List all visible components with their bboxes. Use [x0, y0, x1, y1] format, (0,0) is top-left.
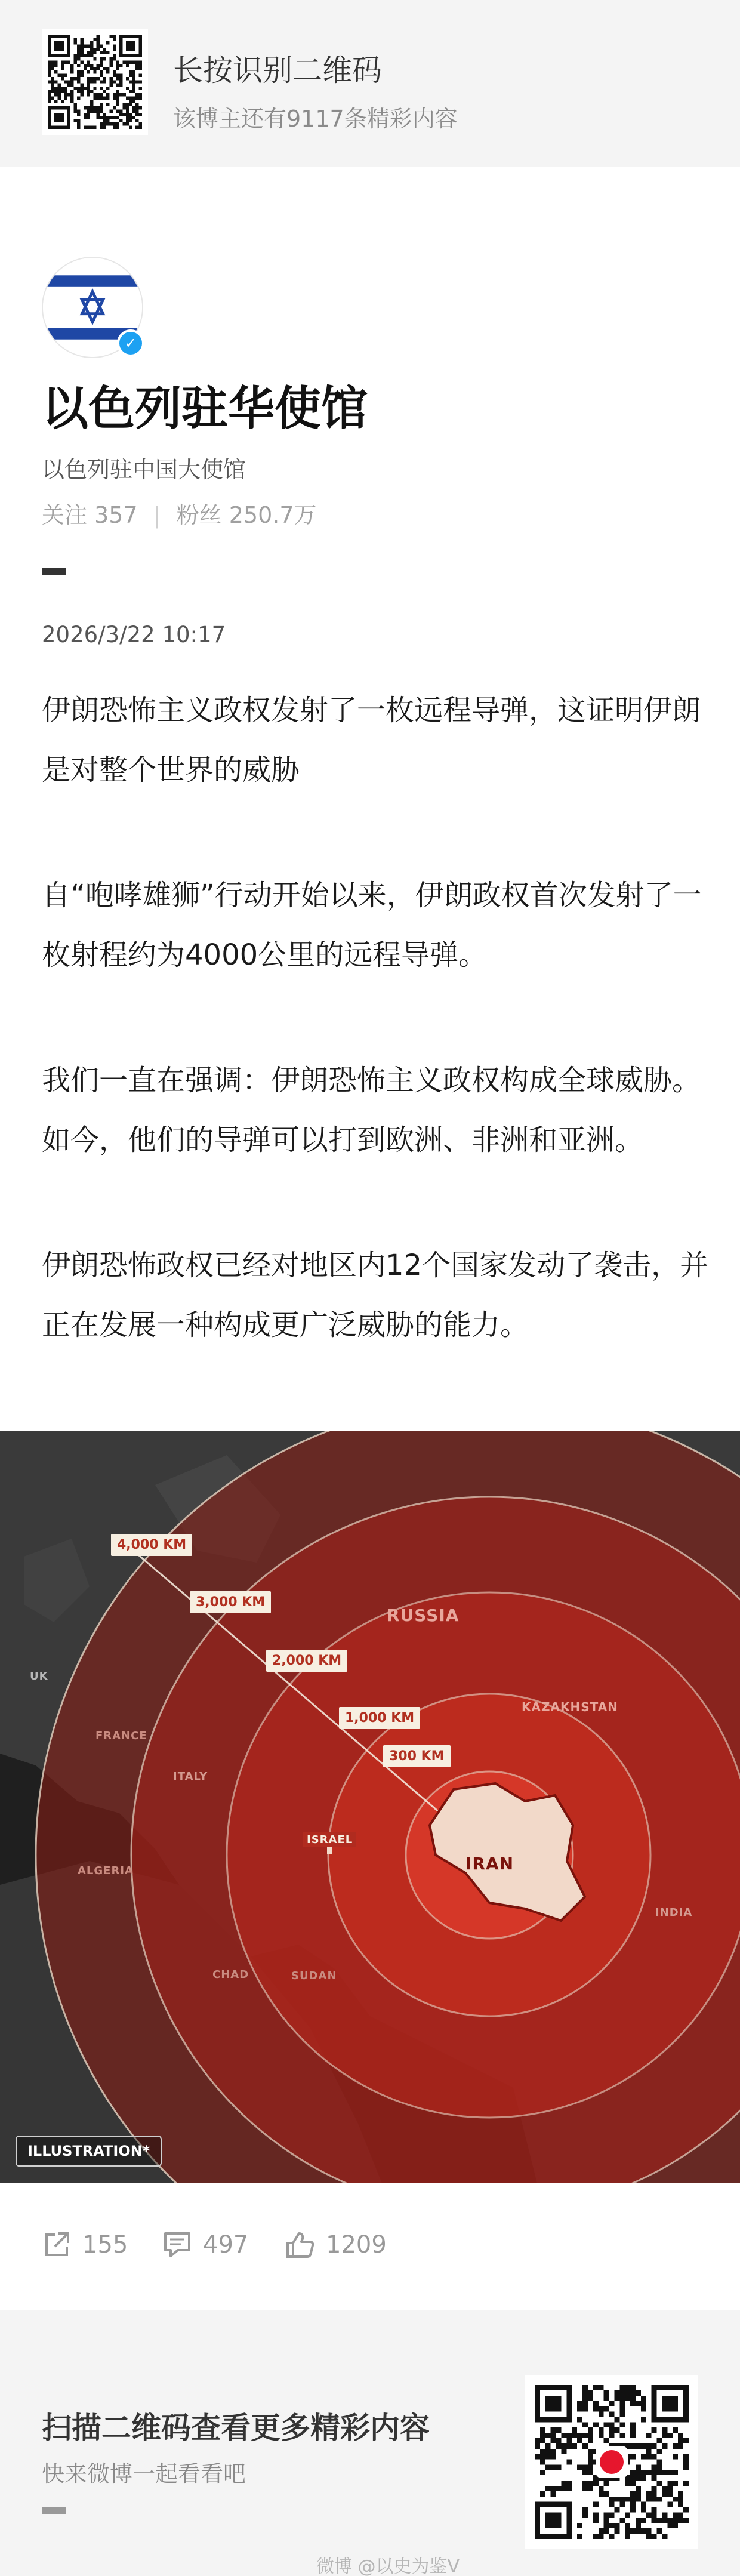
banner-subtitle: 该博主还有9117条精彩内容 — [173, 106, 458, 132]
post-actions-bar — [0, 2208, 740, 2286]
country-label-algeria: ALGERIA — [78, 1865, 134, 1877]
comment-button[interactable] — [162, 2230, 248, 2260]
section-divider — [42, 568, 66, 575]
country-label-iran: IRAN — [465, 1854, 514, 1874]
profile-stats — [42, 497, 317, 529]
country-label-israel: ISRAEL — [303, 1832, 356, 1847]
following-label: 关注 — [42, 502, 88, 528]
qr-footer — [0, 2310, 740, 2576]
qr-banner — [0, 0, 740, 167]
country-label-india: INDIA — [655, 1906, 693, 1919]
like-count: 1209 — [326, 2231, 387, 2258]
post-paragraph: 自“咆哮雄狮”行动开始以来，伊朗政权首次发射了一枚射程约为4000公里的远程导弹。 — [42, 879, 702, 972]
footer-divider — [42, 2507, 66, 2514]
comment-count: 497 — [203, 2231, 249, 2258]
post-paragraph: 伊朗恐怖政权已经对地区内12个国家发动了袭击，并正在发展一种构成更广泛威胁的能力。 — [42, 1249, 709, 1342]
account-name[interactable]: 以色列驻华使馆 — [42, 382, 368, 436]
footer-title: 扫描二维码查看更多精彩内容 — [42, 2411, 430, 2445]
footer-subtitle: 快来微博一起看看吧 — [42, 2461, 246, 2487]
ring-label-4000: 4,000 KM — [111, 1534, 192, 1556]
ring-label-1000: 1,000 KM — [339, 1707, 420, 1729]
post-paragraph: 伊朗恐怖主义政权发射了一枚远程导弹，这证明伊朗是对整个世界的威胁 — [42, 694, 701, 787]
country-label-uk: UK — [30, 1670, 48, 1683]
post-timestamp: 2026/3/22 10:17 — [42, 622, 226, 648]
stats-divider: | — [153, 502, 161, 528]
share-button[interactable] — [42, 2230, 128, 2260]
like-button[interactable] — [285, 2230, 387, 2260]
weibo-logo-icon — [596, 2446, 628, 2478]
followers-count: 250.7万 — [229, 502, 317, 528]
watermark: 微博 @以史为鉴V — [316, 2556, 460, 2576]
country-label-russia: RUSSIA — [387, 1606, 460, 1625]
country-label-chad: CHAD — [212, 1968, 249, 1981]
illustration-badge: ILLUSTRATION* — [16, 2136, 162, 2167]
thumbs-up-icon — [285, 2230, 315, 2260]
comment-icon — [162, 2230, 192, 2260]
qr-code-large[interactable] — [525, 2375, 698, 2549]
banner-title: 长按识别二维码 — [173, 53, 382, 88]
share-icon — [42, 2230, 72, 2260]
post-paragraph: 我们一直在强调：伊朗恐怖主义政权构成全球威胁。如今，他们的导弹可以打到欧洲、非洲和亚洲。 — [42, 1064, 701, 1157]
country-label-kazakhstan: KAZAKHSTAN — [522, 1700, 618, 1714]
account-description: 以色列驻中国大使馆 — [42, 457, 246, 483]
share-count: 155 — [82, 2231, 128, 2258]
post-body — [42, 680, 710, 1355]
ring-label-300: 300 KM — [383, 1745, 451, 1767]
ring-label-2000: 2,000 KM — [266, 1650, 347, 1672]
ring-label-3000: 3,000 KM — [190, 1591, 271, 1613]
qr-code-small[interactable] — [42, 29, 148, 135]
missile-range-map[interactable] — [0, 1431, 740, 2183]
verified-check-icon: ✓ — [117, 329, 144, 357]
following-count: 357 — [94, 502, 138, 528]
country-label-italy: ITALY — [173, 1770, 208, 1783]
country-label-sudan: SUDAN — [291, 1970, 337, 1982]
country-label-france: FRANCE — [95, 1730, 147, 1742]
followers-label: 粉丝 — [176, 502, 222, 528]
